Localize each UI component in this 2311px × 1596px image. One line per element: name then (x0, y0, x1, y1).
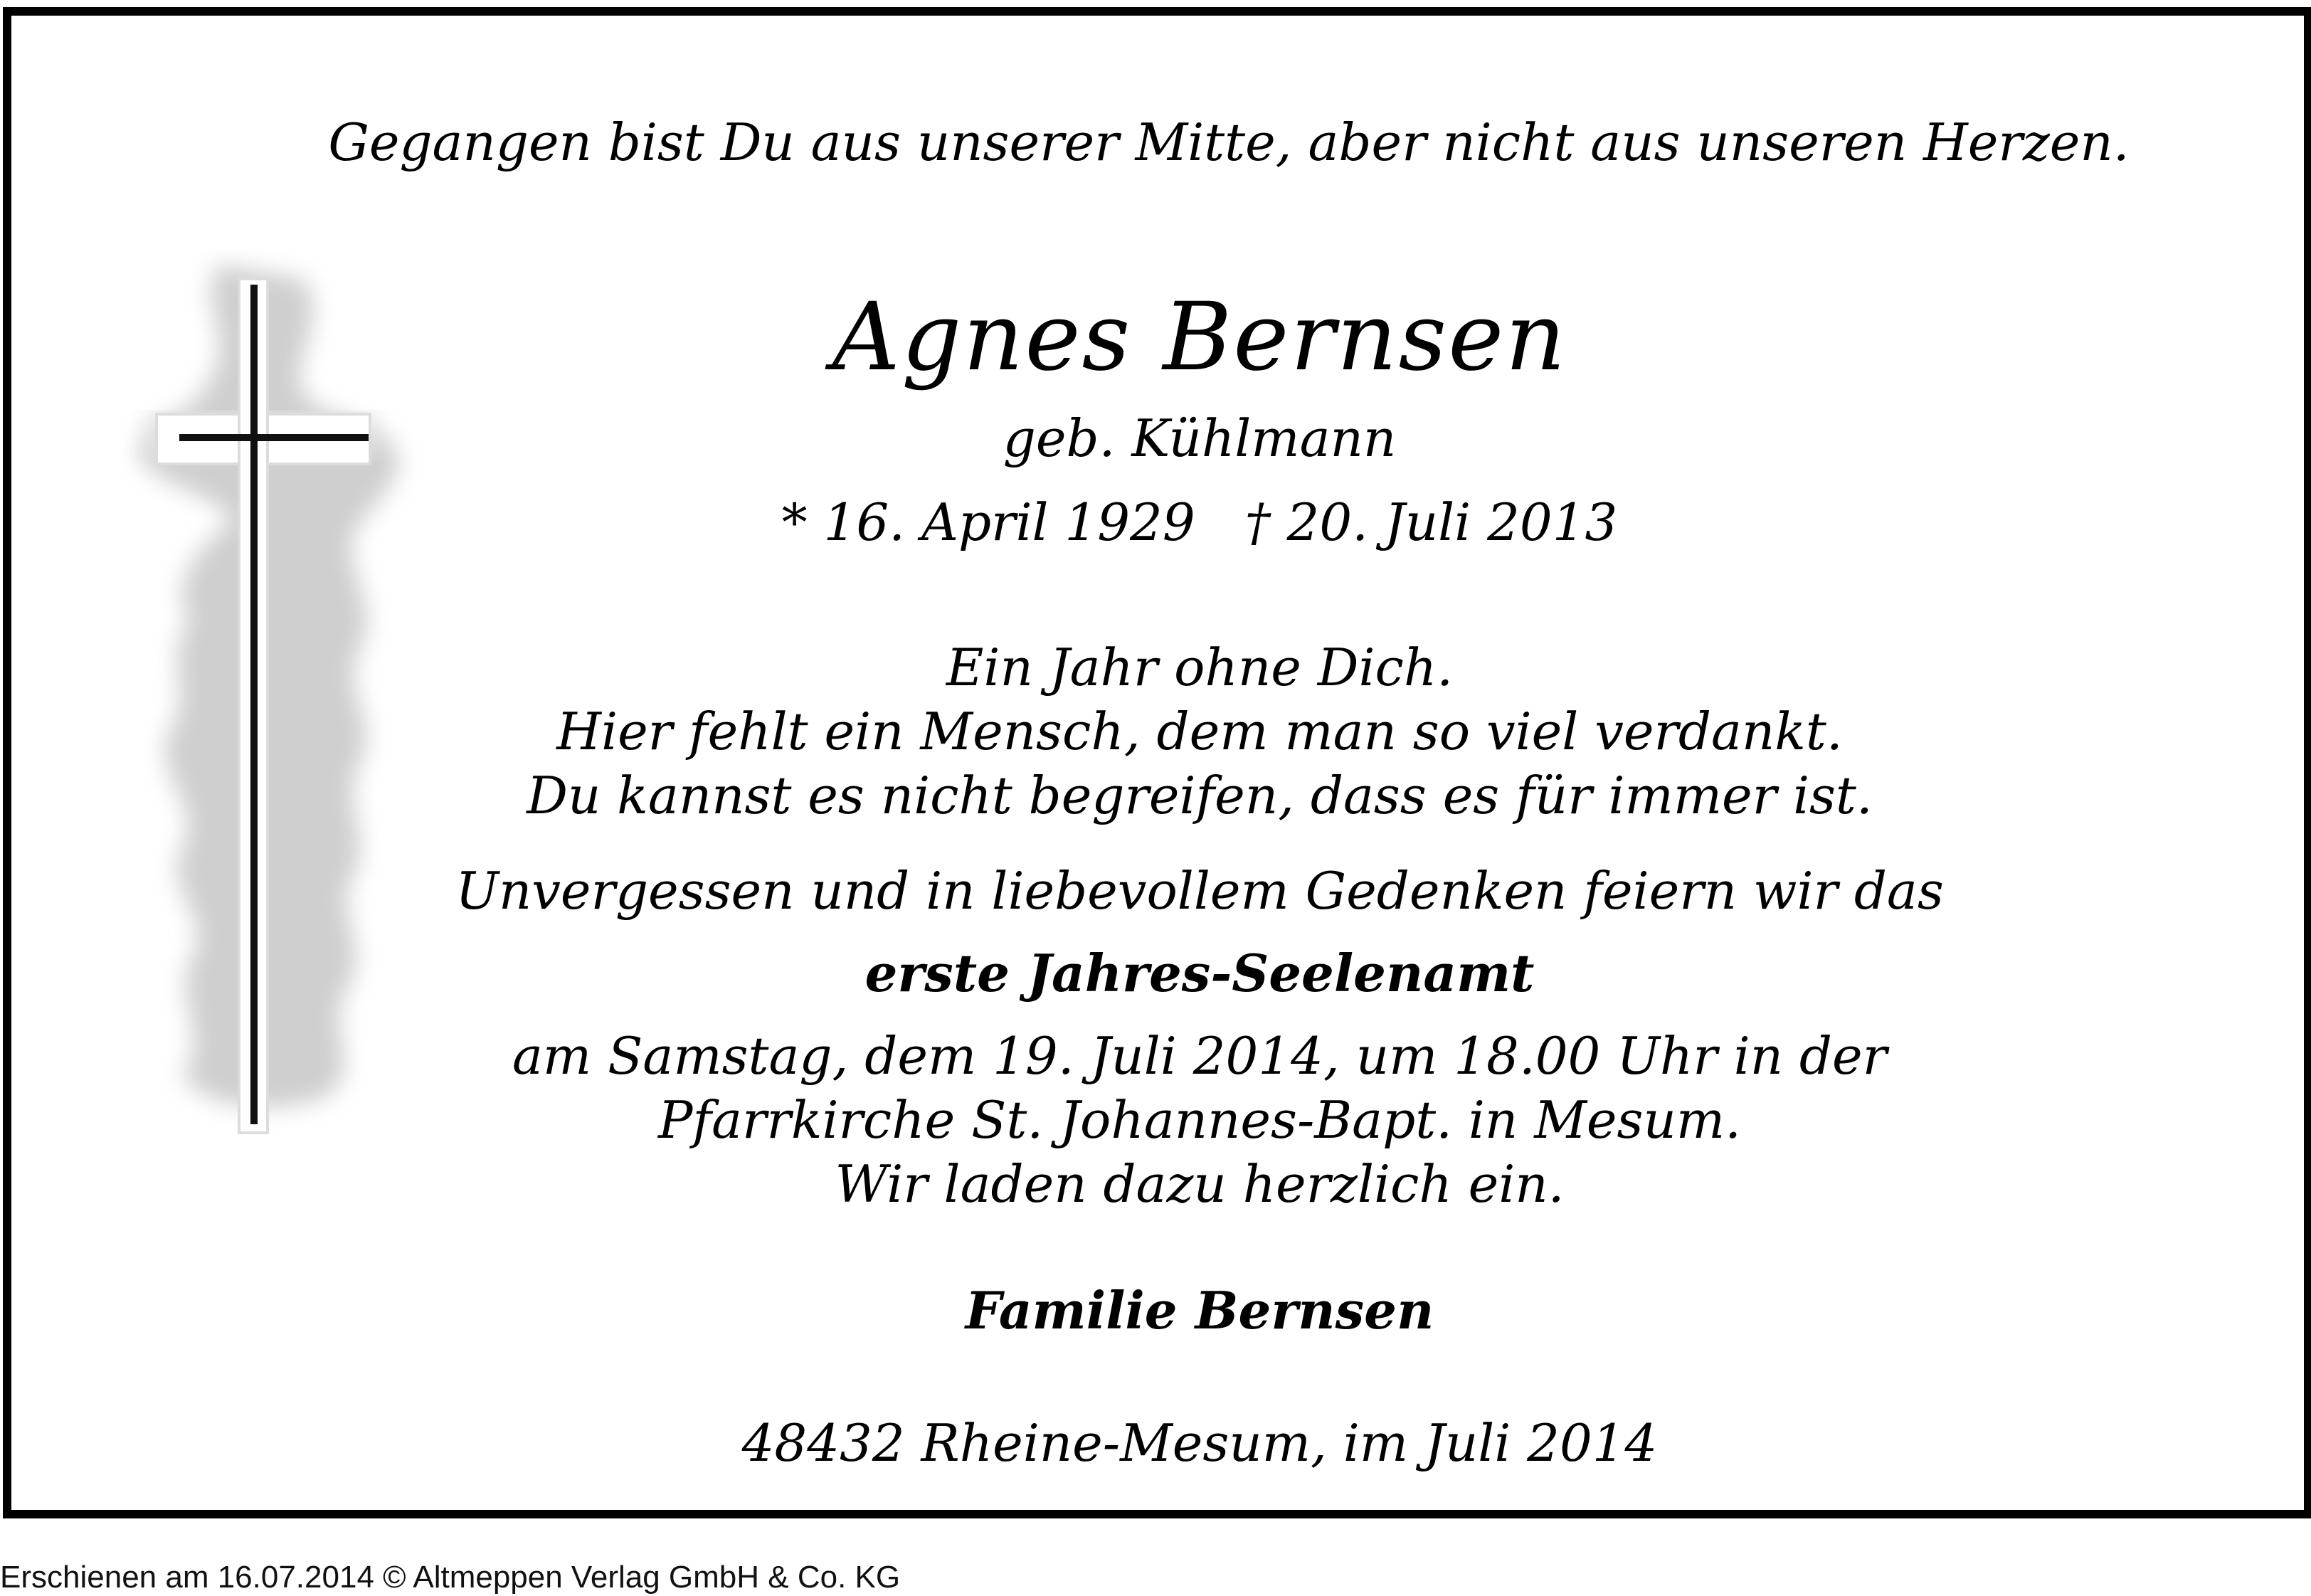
signature: Familie Bernsen (965, 1280, 1434, 1341)
deceased-name: Agnes Bernsen (832, 282, 1567, 392)
event-title: erste Jahres-Seelenamt (864, 943, 1535, 1003)
memorial-intro: Unvergessen und in liebevollem Gedenken feiern wir das (455, 861, 1944, 921)
death-date: † 20. Juli 2013 (1244, 492, 1618, 552)
birth-date: * 16. April 1929 (781, 492, 1195, 552)
poem-line: Ein Jahr ohne Dich. (946, 638, 1454, 697)
place-date: 48432 Rheine-Mesum, im Juli 2014 (741, 1413, 1658, 1473)
life-dates (396, 492, 2004, 552)
poem-line: Hier fehlt ein Mensch, dem man so viel verdankt. (556, 702, 1843, 761)
motto-text: Gegangen bist Du aus unserer Mitte, aber nicht aus unseren Herzen. (328, 112, 2130, 172)
event-line: Pfarrkirche St. Johannes-Bapt. in Mesum. (657, 1090, 1742, 1150)
birth-name: geb. Kühlmann (1003, 408, 1397, 468)
poem-line: Du kannst es nicht begreifen, dass es für immer ist. (527, 766, 1873, 825)
cross-icon (111, 250, 424, 1154)
event-line: am Samstag, dem 19. Juli 2014, um 18.00 Uhr in der (512, 1026, 1887, 1086)
obituary-notice (3, 7, 2311, 1518)
publication-footer: Erschienen am 16.07.2014 © Altmeppen Verlag GmbH & Co. KG (0, 1560, 901, 1595)
event-line: Wir laden dazu herzlich ein. (835, 1154, 1565, 1214)
